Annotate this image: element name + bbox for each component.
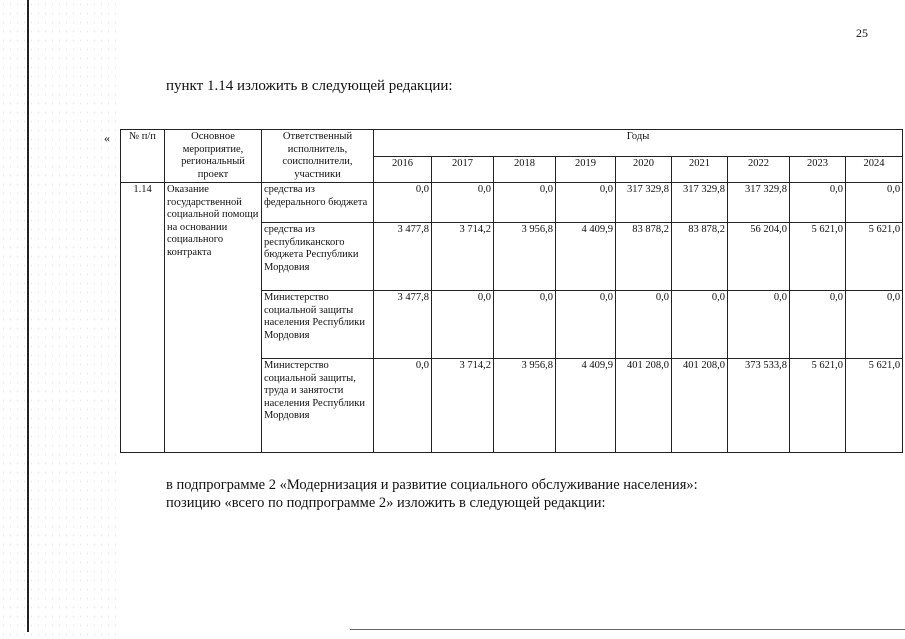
intro-text: пункт 1.14 изложить в следующей редакции:: [166, 78, 453, 94]
open-quote: «: [104, 131, 110, 145]
value-cell: 0,0: [494, 183, 556, 223]
value-cell: 0,0: [494, 291, 556, 359]
value-cell: 56 204,0: [728, 223, 790, 291]
value-cell: 3 477,8: [374, 223, 432, 291]
value-cell: 3 477,8: [374, 291, 432, 359]
closing-line-2: позицию «всего по подпрограмме 2» изложить в следующей редакции:: [166, 495, 606, 511]
header-years-group: Годы: [374, 130, 903, 157]
value-cell: 0,0: [616, 291, 672, 359]
page-number: 25: [856, 26, 868, 40]
executor-cell: средства из республиканского бюджета Республики Мордовия: [262, 223, 374, 291]
value-cell: 0,0: [556, 291, 616, 359]
value-cell: 3 714,2: [432, 359, 494, 453]
value-cell: 317 329,8: [728, 183, 790, 223]
header-year: 2018: [494, 156, 556, 183]
header-year: 2019: [556, 156, 616, 183]
value-cell: 317 329,8: [672, 183, 728, 223]
header-executor: Ответственный исполнитель, соисполнители, участники: [262, 130, 374, 183]
measure-name: Оказание государственной социальной помощи на основании социального контракта: [165, 183, 262, 453]
value-cell: 83 878,2: [672, 223, 728, 291]
funding-table: [120, 129, 903, 453]
value-cell: 0,0: [790, 183, 846, 223]
scan-speckle: [0, 0, 120, 639]
value-cell: 401 208,0: [672, 359, 728, 453]
value-cell: 5 621,0: [790, 359, 846, 453]
header-year: 2016: [374, 156, 432, 183]
page-bottom-edge: [350, 629, 905, 630]
executor-cell: Министерство социальной защиты, труда и занятости населения Республики Мордовия: [262, 359, 374, 453]
value-cell: 0,0: [374, 359, 432, 453]
value-cell: 0,0: [432, 291, 494, 359]
header-num: № п/п: [121, 130, 165, 183]
value-cell: 5 621,0: [790, 223, 846, 291]
header-year: 2021: [672, 156, 728, 183]
value-cell: 0,0: [728, 291, 790, 359]
value-cell: 3 714,2: [432, 223, 494, 291]
header-year: 2020: [616, 156, 672, 183]
value-cell: 0,0: [846, 291, 903, 359]
value-cell: 4 409,9: [556, 359, 616, 453]
header-year: 2022: [728, 156, 790, 183]
value-cell: 401 208,0: [616, 359, 672, 453]
value-cell: 4 409,9: [556, 223, 616, 291]
value-cell: 5 621,0: [846, 359, 903, 453]
executor-cell: средства из федерального бюджета: [262, 183, 374, 223]
value-cell: 0,0: [790, 291, 846, 359]
header-year: 2023: [790, 156, 846, 183]
value-cell: 5 621,0: [846, 223, 903, 291]
value-cell: 0,0: [374, 183, 432, 223]
header-row-1: [121, 130, 903, 157]
value-cell: 373 533,8: [728, 359, 790, 453]
value-cell: 317 329,8: [616, 183, 672, 223]
page-left-edge: [27, 0, 29, 632]
closing-text: [166, 476, 698, 512]
value-cell: 0,0: [846, 183, 903, 223]
table-row: [121, 183, 903, 223]
header-measure: Основное мероприятие, региональный проект: [165, 130, 262, 183]
value-cell: 0,0: [556, 183, 616, 223]
closing-line-1: в подпрограмме 2 «Модернизация и развитие социального обслуживание населения»:: [166, 477, 698, 493]
header-year: 2024: [846, 156, 903, 183]
header-year: 2017: [432, 156, 494, 183]
item-number: 1.14: [121, 183, 165, 453]
value-cell: 83 878,2: [616, 223, 672, 291]
value-cell: 0,0: [432, 183, 494, 223]
value-cell: 3 956,8: [494, 359, 556, 453]
value-cell: 0,0: [672, 291, 728, 359]
value-cell: 3 956,8: [494, 223, 556, 291]
executor-cell: Министерство социальной защиты населения Республики Мордовия: [262, 291, 374, 359]
